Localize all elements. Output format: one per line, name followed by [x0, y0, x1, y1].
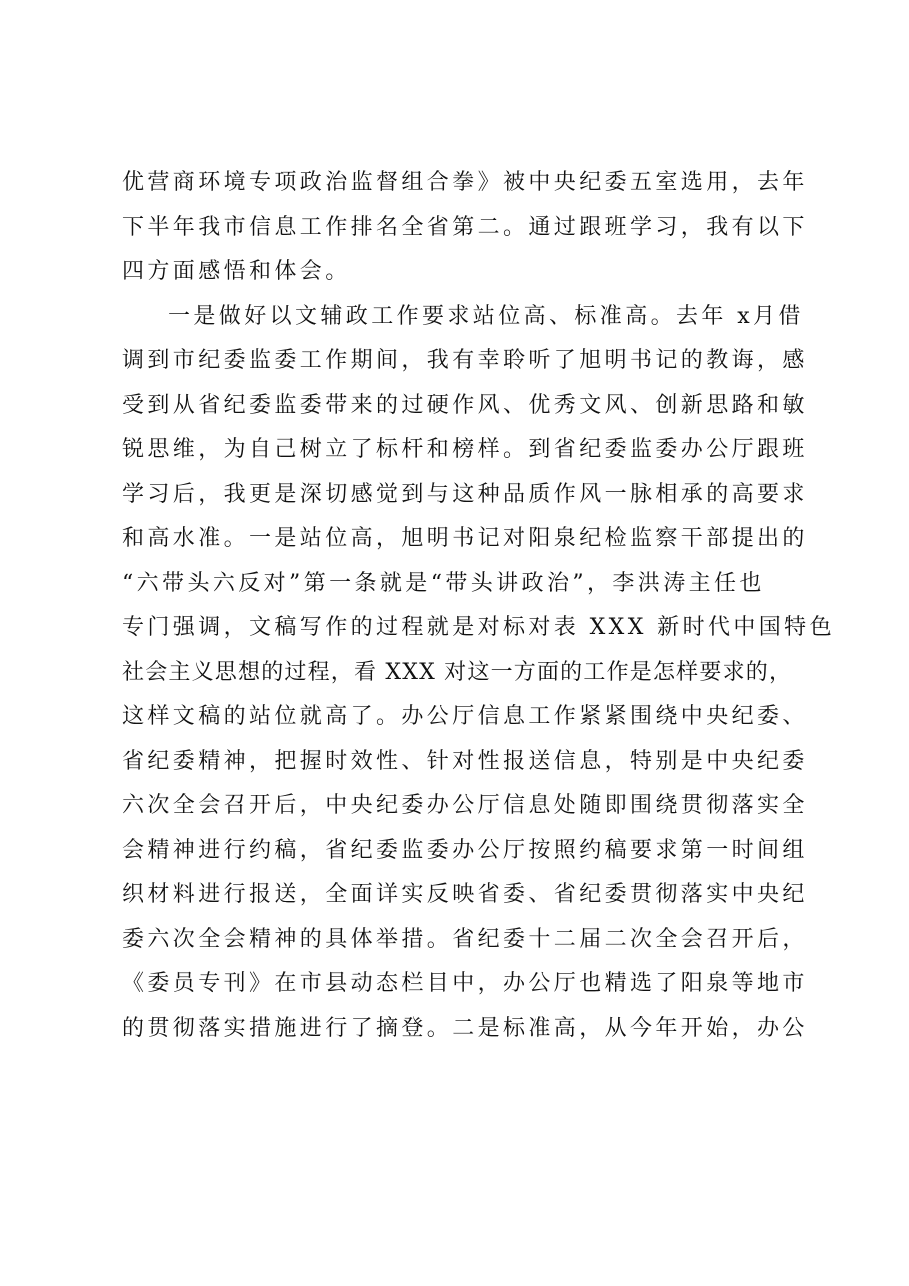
- text-line-6: 受到从省纪委监委带来的过硬作风、优秀文风、创新思路和敏: [122, 392, 808, 418]
- text-line-14: 省纪委精神，把握时效性、针对性报送信息，特别是中央纪委: [122, 748, 808, 774]
- text-line-13: 这样文稿的站位就高了。办公厅信息工作紧紧围绕中央纪委、: [122, 704, 808, 729]
- text-line-12: 社会主义思想的过程，看 XXX 对这一方面的工作是怎样要求的，: [122, 659, 793, 685]
- text-line-1: 优营商环境专项政治监督组合拳》被中央纪委五室选用，去年: [122, 170, 808, 195]
- body-text: [122, 161, 835, 1051]
- text-line-8: 学习后，我更是深切感觉到与这种品质作风一脉相承的高要求: [122, 481, 808, 507]
- text-line-9: 和高水准。一是站位高，旭明书记对阳泉纪检监察干部提出的: [122, 526, 808, 551]
- text-line-5: 调到市纪委监委工作期间，我有幸聆听了旭明书记的教诲，感: [122, 348, 808, 373]
- text-line-20: 的贯彻落实措施进行了摘登。二是标准高，从今年开始，办公: [122, 1015, 808, 1041]
- text-line-15: 六次全会召开后，中央纪委办公厅信息处随即围绕贯彻落实全: [122, 793, 808, 818]
- text-line-18: 委六次全会精神的具体举措。省纪委十二届二次全会召开后，: [122, 926, 808, 952]
- text-line-10: “六带头六反对”第一条就是“带头讲政治”，李洪涛主任也: [122, 570, 765, 596]
- text-line-2: 下半年我市信息工作排名全省第二。通过跟班学习，我有以下: [122, 214, 808, 240]
- text-line-4: 一是做好以文辅政工作要求站位高、标准高。去年 x月借: [168, 303, 804, 329]
- text-line-16: 会精神进行约稿，省纪委监委办公厅按照约稿要求第一时间组: [122, 837, 808, 863]
- text-line-17: 织材料进行报送，全面详实反映省委、省纪委贯彻落实中央纪: [122, 882, 808, 907]
- text-line-19: 《委员专刊》在市县动态栏目中，办公厅也精选了阳泉等地市: [122, 971, 808, 996]
- text-line-11: 专门强调，文稿写作的过程就是对标对表 XXX 新时代中国特色: [122, 615, 835, 640]
- text-line-7: 锐思维，为自己树立了标杆和榜样。到省纪委监委办公厅跟班: [122, 437, 808, 462]
- text-line-3: 四方面感悟和体会。: [122, 259, 351, 284]
